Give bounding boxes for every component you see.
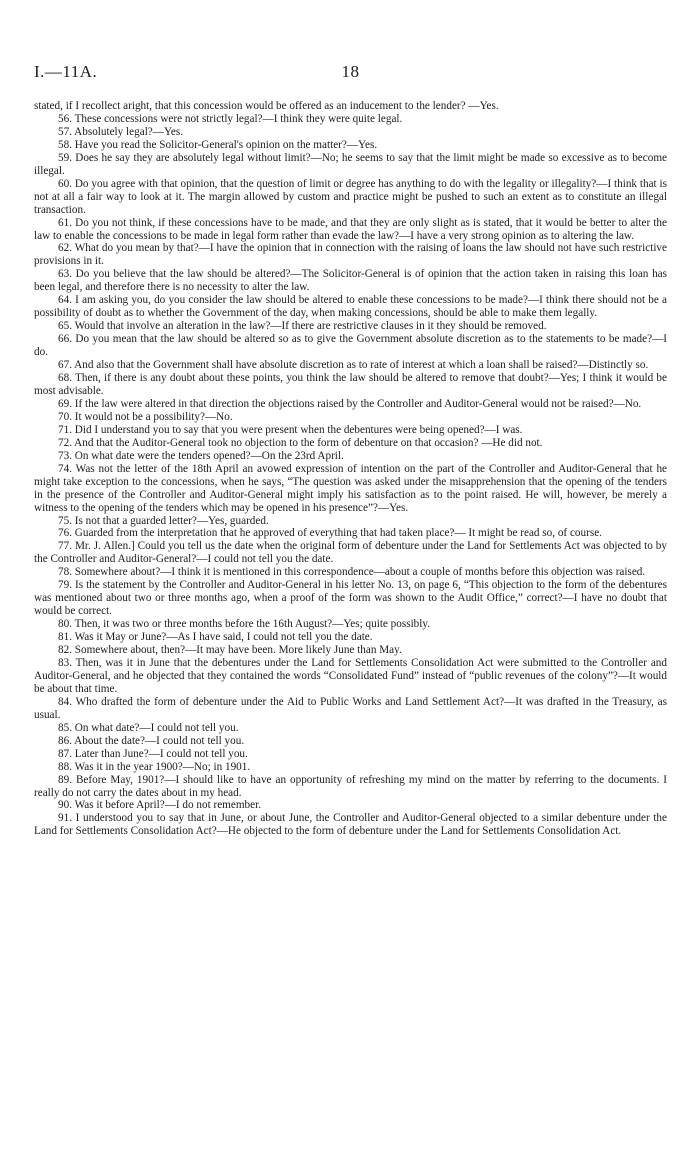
question-answer-paragraph: 57. Absolutely legal?—Yes. <box>58 125 184 138</box>
question-answer-paragraph: 64. I am asking you, do you consider the law should be altered to enable these concessions to be made?—I think there should not be a possibility of doubt as to whether the Government of the day, when making concessions, should be able to make them legally. <box>34 294 667 320</box>
question-answer-paragraph: 69. If the law were altered in that direction the objections raised by the Controller and Auditor-General would not be raised?—No. <box>58 397 642 410</box>
question-answer-paragraph: 60. Do you agree with that opinion, that the question of limit or degree has anything to do with the legality or illegality?—I think that is not at all a fair way to look at it. The margin allowed by custom and practice might be pushed to such an extent as to constitute an illegal transaction. <box>34 177 667 216</box>
page-number: 18 <box>341 62 360 81</box>
question-answer-paragraph: 68. Then, if there is any doubt about these points, you think the law should be altered to remove that doubt?—Yes; I think it would be most advisable. <box>34 372 667 397</box>
question-answer-paragraph: 71. Did I understand you to say that you were present when the debentures were being opened?—I was. <box>58 423 523 436</box>
question-answer-paragraph: 65. Would that involve an alteration in the law?—If there are restrictive clauses in it they should be removed. <box>58 320 547 333</box>
question-answer-paragraph: 86. About the date?—I could not tell you. <box>58 734 245 747</box>
question-answer-paragraph: 88. Was it in the year 1900?—No; in 1901. <box>58 760 251 773</box>
question-answer-paragraph: 82. Somewhere about, then?—It may have been. More likely June than May. <box>58 644 402 657</box>
question-answer-paragraph: 72. And that the Auditor-General took no objection to the form of debenture on that occasion? —He did not. <box>58 436 543 449</box>
page-header <box>34 62 667 86</box>
question-answer-paragraph: 67. And also that the Government shall have absolute discretion as to rate of interest at which a loan shall be raised?—Distinctly so. <box>58 359 649 372</box>
document-reference: I.—11A. <box>34 62 98 81</box>
question-answer-paragraph: 84. Who drafted the form of debenture under the Aid to Public Works and Land Settlement Act?—It was drafted in the Treasury, as usual. <box>34 695 667 721</box>
question-answer-paragraph: 85. On what date?—I could not tell you. <box>58 721 239 734</box>
question-answer-paragraph: 63. Do you believe that the law should be altered?—The Solicitor-General is of opinion that the action taken in raising this loan has been legal, and therefore there is no necessity to alter the law. <box>34 268 667 294</box>
question-answer-paragraph: 83. Then, was it in June that the debentures under the Land for Settlements Consolidation Act were submitted to the Controller and Auditor-General, and he objected that they contained the words “Consolidated Fund” instead of “public revenues of the colony”?—It would be about that time. <box>34 656 667 695</box>
question-answer-paragraph: 58. Have you read the Solicitor-General's opinion on the matter?—Yes. <box>58 138 378 151</box>
question-answer-paragraph: 80. Then, it was two or three months before the 16th August?—Yes; quite possibly. <box>58 618 431 631</box>
question-answer-paragraph: 90. Was it before April?—I do not remember. <box>58 799 262 812</box>
question-answer-paragraph: 79. Is the statement by the Controller and Auditor-General in his letter No. 13, on page 6, “This objection to the form of the debentures was mentioned about two or three months ago, when a proof of the form was shown to the Audit Office,” correct?—I have no doubt that would be correct. <box>34 579 667 618</box>
question-answer-paragraph: 56. These concessions were not strictly legal?—I think they were quite legal. <box>58 112 403 125</box>
question-answer-paragraph: stated, if I recollect aright, that this concession would be offered as an inducement to the lender? —Yes. <box>34 100 499 112</box>
question-answer-paragraph: 87. Later than June?—I could not tell you. <box>58 747 248 760</box>
question-answer-paragraph: 73. On what date were the tenders opened?—On the 23rd April. <box>58 449 344 462</box>
question-answer-paragraph: 59. Does he say they are absolutely legal without limit?—No; he seems to say that the limit might be made so excessive as to become illegal. <box>34 151 667 177</box>
question-answer-paragraph: 74. Was not the letter of the 18th April an avowed expression of intention on the part of the Controller and Auditor-General that he might take exception to the concessions, when he says, “The question was asked under the misapprehension that the opening of the tenders in the presence of the Controller and Auditor-General might imply his satisfaction as to the point raised. He will, however, be merely a witness to the opening of the tenders which may be opened in his presence”?—Yes. <box>34 462 667 514</box>
question-answer-paragraph: 89. Before May, 1901?—I should like to have an opportunity of refreshing my mind on the matter by referring to the documents. I really do not carry the dates about in my head. <box>34 773 667 799</box>
question-answer-paragraph: 75. Is not that a guarded letter?—Yes, guarded. <box>58 514 269 527</box>
question-answer-paragraph: 78. Somewhere about?—I think it is mentioned in this correspondence—about a couple of months before this objection was raised. <box>58 566 646 579</box>
question-answer-paragraph: 70. It would not be a possibility?—No. <box>58 410 233 423</box>
question-answer-paragraph: 76. Guarded from the interpretation that he approved of everything that had taken place?— It might be read so, of course. <box>58 527 602 540</box>
question-answer-paragraph: 81. Was it May or June?—As I have said, I could not tell you the date. <box>58 631 373 644</box>
document-body <box>34 100 667 838</box>
question-answer-paragraph: 91. I understood you to say that in June, or about June, the Controller and Auditor-General objected to a similar debenture under the Land for Settlements Consolidation Act?—He objected to the form of debenture under the Land for Settlements Consolidation Act. <box>34 812 667 838</box>
question-answer-paragraph: 62. What do you mean by that?—I have the opinion that in connection with the raising of loans the law should not have such restrictive provisions in it. <box>34 242 667 268</box>
question-answer-paragraph: 61. Do you not think, if these concessions have to be made, and that they are only slight as is stated, that it would be better to alter the law to enable the concessions to be made in legal form rather than evade the law?—I have a very strong opinion as to altering the law. <box>34 216 667 242</box>
question-answer-paragraph: 77. Mr. J. Allen.] Could you tell us the date when the original form of debenture under the Land for Settlements Act was objected to by the Controller and Auditor-General?—I could not tell you the date. <box>34 540 667 566</box>
question-answer-paragraph: 66. Do you mean that the law should be altered so as to give the Government absolute discretion as to the statements to be made?—I do. <box>34 333 667 359</box>
